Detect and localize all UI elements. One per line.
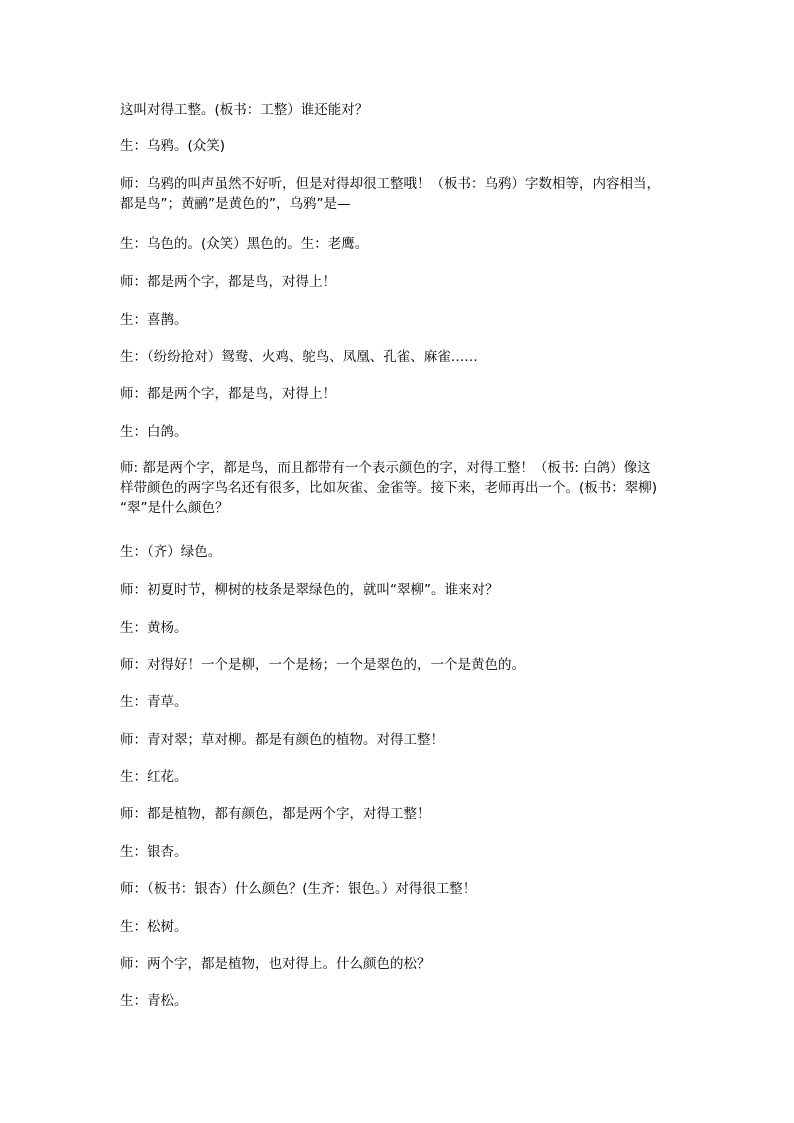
paragraph [120,347,680,367]
text-line: 师: 都是两个字，都是鸟，而且都带有一个表示颜色的字，对得工整！（板书: 白鸽）像这 [120,460,651,476]
paragraph [120,692,680,712]
paragraph [120,917,680,937]
text-line: 生：（纷纷抢对）鸳鸯、火鸡、鸵鸟、凤凰、孔雀、麻雀…… [120,349,478,365]
text-line: 生：青草。 [120,694,188,710]
text-line: 师：青对翠；草对柳。都是有颜色的植物。对得工整！ [120,732,444,748]
text-line: 样带颜色的两字鸟名还有很多，比如灰雀、金雀等。接下来，老师再出一个。(板书：翠柳) [120,480,658,496]
text-line: 生：黄杨。 [120,620,188,636]
paragraph [120,618,680,638]
text-line: 生：乌色的。(众笑）黑色的。生：老鹰。 [120,236,369,252]
text-line: 师：乌鸦的叫声虽然不好听，但是对得却很工整哦！（板书：乌鸦）字数相等，内容相当， [120,176,660,192]
text-line: 这叫对得工整。(板书：工整）谁还能对？ [120,102,369,118]
text-line: 生：青松。 [120,993,188,1009]
paragraph [120,991,680,1011]
text-line: 生：松树。 [120,919,188,935]
text-line: 生：（齐）绿色。 [120,544,222,560]
text-line: 师：（板书：银杏）什么颜色？(生齐：银色。）对得很工整！ [120,881,477,897]
paragraph [120,542,680,562]
paragraph [120,136,680,156]
text-line: 生：乌鸦。(众笑) [120,138,226,154]
paragraph [120,655,680,675]
paragraph [120,174,680,214]
paragraph [120,100,680,120]
paragraph [120,954,680,974]
text-line: 师：都是植物，都有颜色，都是两个字，对得工整！ [120,806,431,822]
paragraph [120,804,680,824]
paragraph [120,310,680,330]
text-line: 师：都是两个字，都是鸟，对得上！ [120,386,336,402]
paragraph [120,879,680,899]
text-line: 师：都是两个字，都是鸟，对得上！ [120,274,336,290]
text-line: 生：白鸽。 [120,424,188,440]
text-line: 生：银杏。 [120,844,188,860]
paragraph [120,422,680,442]
paragraph [120,767,680,787]
text-line: 生：喜鹊。 [120,312,188,328]
paragraph [120,384,680,404]
paragraph [120,272,680,292]
paragraph [120,458,680,518]
text-line: 都是鸟”；黄鹂”是黄色的”，乌鸦”是— [120,196,351,212]
text-line: 生：红花。 [120,769,188,785]
text-line: 师：初夏时节，柳树的枝条是翠绿色的，就叫“翠柳”。谁来对？ [120,582,499,598]
text-line: “翠”是什么颜色？ [120,500,229,516]
paragraph [120,580,680,600]
paragraph [120,842,680,862]
text-line: 师：对得好！一个是柳，一个是杨；一个是翠色的，一个是黄色的。 [120,657,525,673]
text-line: 师：两个字，都是植物，也对得上。什么颜色的松？ [120,956,431,972]
paragraph [120,234,680,254]
paragraph [120,730,680,750]
